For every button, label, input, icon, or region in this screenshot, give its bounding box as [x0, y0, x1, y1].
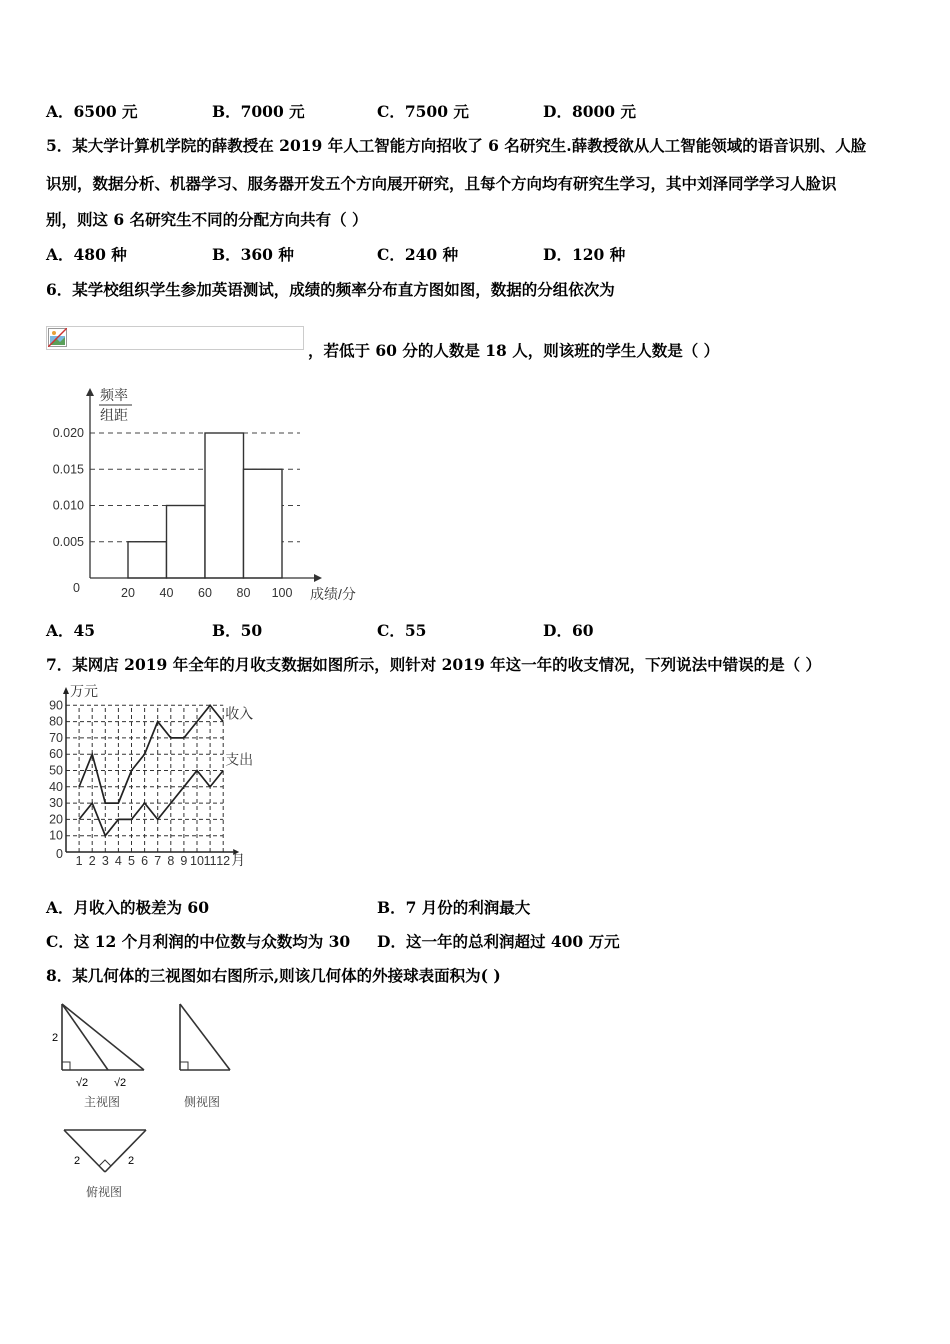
side-view-label: 侧视图: [184, 1095, 221, 1109]
hist-bar: [205, 433, 244, 578]
line-xlabel: 月: [231, 852, 246, 868]
line-y-tick-label: 30: [49, 796, 63, 811]
line-x-tick-label: 11: [203, 854, 217, 868]
front-view: [62, 1004, 144, 1070]
hist-x-tick-label: 60: [198, 586, 212, 600]
hist-y-tick-label: 0.005: [52, 534, 84, 549]
q7-option-a: A．月收入的极差为 60: [46, 898, 209, 917]
q6-text-line-2: ，若低于 60 分的人数是 18 人，则该班的学生人数是（ ）: [308, 341, 720, 360]
line-y-arrow: [63, 687, 69, 694]
line-x-tick-label: 7: [154, 854, 162, 868]
q5-option-c: C．240 种: [377, 245, 459, 264]
hist-bar: [128, 542, 167, 578]
q5-text-line-3: 别，则这 6 名研究生不同的分配方向共有（ ）: [46, 210, 368, 229]
hist-x-tick-label: 80: [236, 586, 251, 600]
broken-image-icon: [48, 328, 67, 347]
top-view-label: 俯视图: [86, 1185, 123, 1199]
q4-option-a: A．6500 元: [46, 102, 138, 121]
front-height-label: 2: [52, 1032, 59, 1044]
q8-text: 8．某几何体的三视图如右图所示,则该几何体的外接球表面积为( ): [46, 966, 501, 985]
q7-option-d: D．这一年的总利润超过 400 万元: [377, 932, 620, 951]
q6-option-d: D．60: [543, 621, 594, 640]
line-y-tick-label: 90: [49, 698, 63, 713]
line-x-tick-label: 8: [167, 854, 175, 868]
q6-option-a: A．45: [46, 621, 96, 640]
hist-origin-label: 0: [73, 581, 80, 595]
hist-ylabel-top: 频率: [100, 387, 128, 403]
line-x-tick-label: 5: [128, 854, 135, 868]
q6-option-c: C．55: [377, 621, 427, 640]
q5-option-d: D．120 种: [543, 245, 626, 264]
hist-y-tick-label: 0.010: [52, 498, 84, 513]
histogram-chart: [42, 382, 368, 604]
three-view-figure: [46, 1000, 256, 1210]
q7-option-b: B．7 月份的利润最大: [377, 898, 531, 917]
broken-image-placeholder: [46, 326, 304, 350]
hist-x-arrow: [314, 574, 322, 582]
q5-option-b: B．360 种: [212, 245, 294, 264]
q6-text-line-1: 6．某学校组织学生参加英语测试，成绩的频率分布直方图如图，数据的分组依次为: [46, 280, 615, 299]
line-ylabel: 万元: [70, 684, 98, 699]
q7-text: 7．某网店 2019 年全年的月收支数据如图所示，则针对 2019 年这一年的收支情况，下列说法中错误的是（ ）: [46, 655, 822, 674]
side-view: [180, 1004, 230, 1070]
hist-y-tick-label: 0.020: [52, 426, 84, 440]
line-x-tick-label: 10: [190, 854, 204, 868]
line-series-label: 收入: [225, 705, 254, 722]
line-y-tick-label: 40: [49, 779, 63, 794]
hist-bar: [244, 469, 283, 578]
line-y-tick-label: 10: [49, 828, 63, 843]
q4-option-b: B．7000 元: [212, 102, 305, 121]
line-y-tick-label: 50: [49, 763, 63, 778]
line-y-tick-label: 80: [49, 714, 63, 729]
top-right-edge-label: 2: [128, 1155, 135, 1167]
line-x-tick-label: 3: [101, 854, 109, 868]
hist-x-tick-label: 20: [121, 586, 135, 600]
front-width-label-2: √2: [114, 1077, 127, 1089]
q5-option-a: A．480 种: [46, 245, 127, 264]
hist-ylabel-bottom: 组距: [100, 407, 128, 423]
hist-y-arrow: [86, 388, 94, 396]
line-series-label: 支出: [225, 751, 254, 768]
q5-text-line-2: 识别，数据分析、机器学习、服务器开发五个方向展开研究，且每个方向均有研究生学习，其中刘泽同学学习人脸识: [46, 174, 837, 193]
q7-option-c: C．这 12 个月利润的中位数与众数均为 30: [46, 932, 351, 951]
hist-y-tick-label: 0.015: [52, 462, 84, 477]
line-x-tick-label: 1: [75, 854, 83, 868]
q5-text-line-1: 5．某大学计算机学院的薛教授在 2019 年人工智能方向招收了 6 名研究生.薛教授欲从人工智能领域的语音识别、人脸: [46, 136, 867, 155]
line-y-tick-label: 60: [49, 747, 63, 762]
top-left-edge-label: 2: [74, 1155, 81, 1167]
line-y-tick-label: 0: [56, 847, 63, 861]
hist-bar: [167, 506, 206, 579]
income-expense-chart: [42, 684, 292, 870]
q4-option-c: C．7500 元: [377, 102, 469, 121]
hist-xlabel: 成绩/分: [310, 586, 356, 602]
line-x-tick-label: 12: [216, 854, 231, 868]
hist-x-tick-label: 100: [271, 586, 293, 600]
front-width-label-1: √2: [76, 1077, 89, 1089]
hist-x-tick-label: 40: [159, 586, 174, 600]
line-x-tick-label: 2: [88, 854, 96, 868]
line-y-tick-label: 20: [49, 812, 63, 827]
line-y-tick-label: 70: [49, 730, 63, 745]
q6-option-b: B．50: [212, 621, 263, 640]
line-x-tick-label: 6: [141, 854, 149, 868]
line-x-tick-label: 9: [180, 854, 188, 868]
q4-option-d: D．8000 元: [543, 102, 636, 121]
line-x-tick-label: 4: [114, 854, 122, 868]
front-view-label: 主视图: [84, 1095, 121, 1109]
